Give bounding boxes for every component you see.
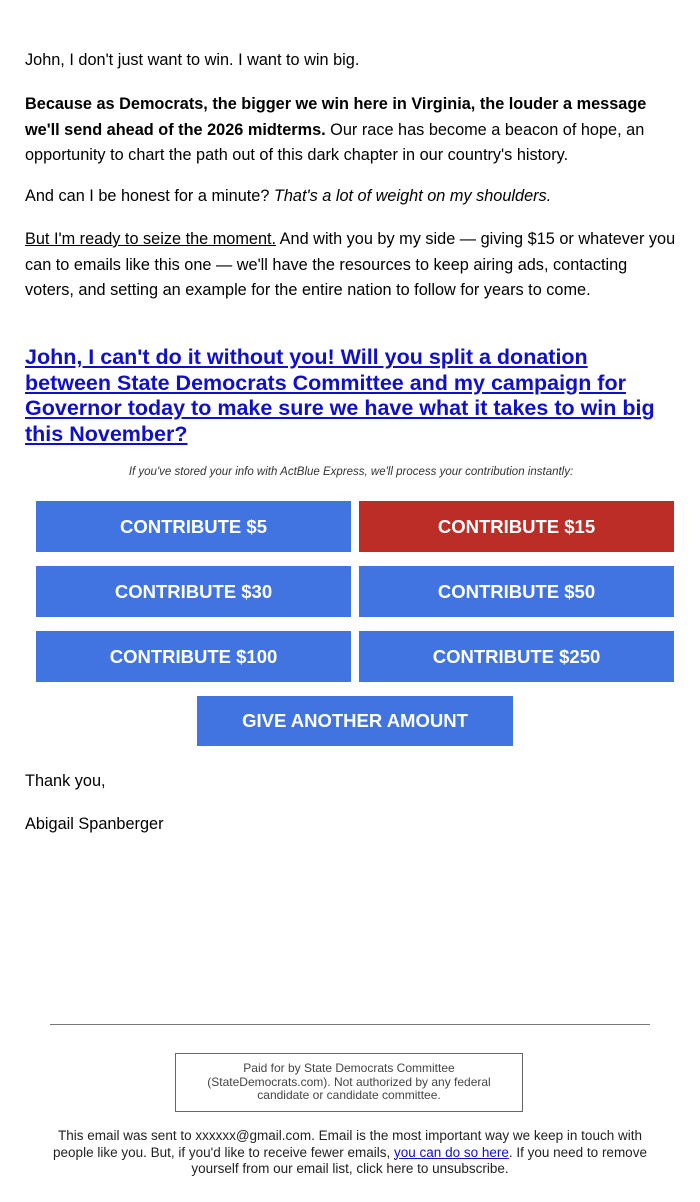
footer-sent-prefix: This email was sent to	[58, 1128, 196, 1143]
paragraph-honest-italic: That's a lot of weight on my shoulders.	[273, 187, 552, 205]
donate-headline-link[interactable]: John, I can't do it without you! Will you split a donation between State Democrats Committee and my campaign for Governor today to make sure we have what it takes to win big this November?	[25, 345, 655, 446]
contribute-100-button[interactable]: CONTRIBUTE $100	[36, 631, 351, 682]
footer-sent-suffix: . Email is the most important way we keep in touch with people like you. But, if you'd like to receive fewer emails,	[53, 1128, 642, 1160]
contribute-30-button[interactable]: CONTRIBUTE $30	[36, 566, 351, 617]
contribute-50-button[interactable]: CONTRIBUTE $50	[359, 566, 674, 617]
footer-divider	[50, 1024, 650, 1025]
paragraph-seize-rest: And with you by my side — giving $15 or whatever you can to emails like this one — we'll have the resources to keep airing ads, contacting voters, and setting an example for the entire nation to follow for years to come.	[25, 230, 676, 299]
paragraph-honest-plain: And can I be honest for a minute?	[25, 187, 274, 205]
greeting-paragraph: John, I don't just want to win. I want to win big.	[25, 51, 360, 69]
paragraph-honest	[25, 184, 677, 210]
paid-for-disclaimer: Paid for by State Democrats Committee (StateDemocrats.com). Not authorized by any federal candidate or candidate committee.	[175, 1053, 523, 1112]
contribute-5-button[interactable]: CONTRIBUTE $5	[36, 501, 351, 552]
give-another-amount-button[interactable]: GIVE ANOTHER AMOUNT	[197, 696, 513, 746]
fewer-emails-link[interactable]: you can do so here	[394, 1144, 509, 1160]
paragraph-seize	[25, 227, 677, 304]
paragraph-midterms-rest: Our race has become a beacon of hope, an opportunity to chart the path out of this dark chapter in our country's history.	[25, 120, 645, 164]
signature: Abigail Spanberger	[25, 815, 164, 833]
contribute-250-button[interactable]: CONTRIBUTE $250	[359, 631, 674, 682]
recipient-email: xxxxxx@gmail.com	[195, 1128, 312, 1143]
paragraph-midterms-bold: Because as Democrats, the bigger we win here in Virginia, the louder a message we'll send ahead of the 2026 midterms.	[25, 95, 647, 139]
signoff: Thank you,	[25, 772, 106, 790]
footer-text	[50, 1128, 650, 1178]
contribute-15-button[interactable]: CONTRIBUTE $15	[359, 501, 674, 552]
unsubscribe-text[interactable]: . If you need to remove yourself from our email list, click here to unsubscribe.	[191, 1144, 647, 1176]
paragraph-seize-underlined: But I'm ready to seize the moment.	[25, 230, 277, 248]
paragraph-midterms	[25, 92, 677, 169]
actblue-express-note: If you've stored your info with ActBlue Express, we'll process your contribution instantly:	[128, 466, 574, 478]
